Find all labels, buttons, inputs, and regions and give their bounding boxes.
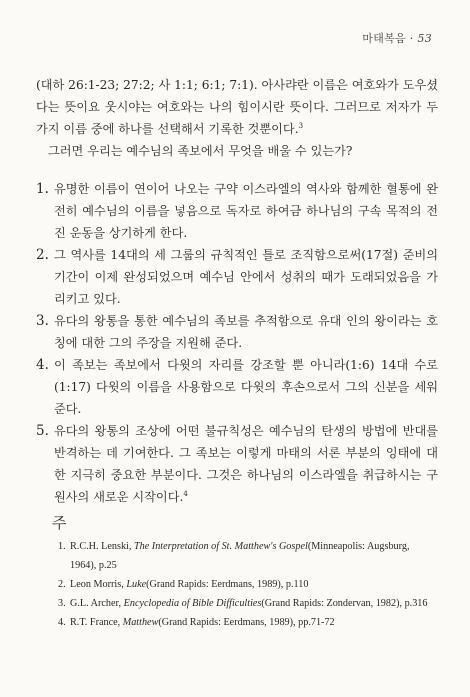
list-item: 5. 유다의 왕통의 조상에 어떤 불규칙성은 예수님의 탄생의 방법에 반대를 반격하는 데 기여한다. 그 족보는 이렇게 마태의 서론 부분의 잉태에 대한 지극히 중요한 부분이다. 그것은 하나님의 이스라엘을 취급하시는 구원사의 새로운 시작이다.$^4$ <box>36 423 438 504</box>
header-title: 마태복음 <box>362 32 406 45</box>
footnote-item: 1. R.C.H. Lenski, The Interpretation of St. Matthew's Gospel(Minneapolis: Augsburg, 1964), p.25 <box>58 541 410 571</box>
list-item: 4. 이 족보는 족보에서 다윗의 자리를 강조할 뿐 아니라(1:6) 14대 수로(1:17) 다윗의 이름을 사용함으로 다윗의 후손으로서 그의 신분을 세워준다. <box>36 357 438 416</box>
footnote-item: 3. G.L. Archer, Encyclopedia of Bible Difficulties(Grand Rapids: Zondervan, 1982), p.316 <box>58 598 428 609</box>
body-text <box>36 74 438 508</box>
footnotes-list <box>58 537 438 632</box>
footnote-ref[interactable]: 4 <box>183 489 188 498</box>
question-paragraph: 그러면 우리는 예수님의 족보에서 무엇을 배울 수 있는가? <box>48 144 353 158</box>
list-item: 1. 유명한 이름이 연이어 나오는 구약 이스라엘의 역사와 함께한 혈통에 완전히 예수님의 이름을 넣음으로 독자로 하여금 하나님의 구속 목적의 전진 운동을 상기하게 한다. <box>36 181 438 240</box>
footnote-item: 2. Leon Morris, Luke(Grand Rapids: Eerdmans, 1989), p.110 <box>58 579 309 590</box>
points-list <box>36 178 438 508</box>
footnotes-title: 주 <box>52 516 67 532</box>
footnote-item: 4. R.T. France, Matthew(Grand Rapids: Eerdmans, 1989), pp.71-72 <box>58 617 335 628</box>
running-header <box>362 30 432 46</box>
list-item: 3. 유다의 왕통을 통한 예수님의 족보를 추적함으로 유대 인의 왕이라는 호칭에 대한 그의 주장을 지원해 준다. <box>36 313 438 350</box>
header-separator: · <box>409 32 414 45</box>
intro-paragraph: (대하 26:1-23; 27:2; 사 1:1; 6:1; 7:1). 아사랴란 이름은 여호와가 도우셨다는 뜻이요 웃시야는 여호와는 나의 힘이시란 뜻이다. 그러므로 저자가 두 가지 이름 중에 하나를 선택해서 기록한 것뿐이다.$^3$ <box>36 78 438 136</box>
footnote-ref[interactable]: 3 <box>298 121 304 130</box>
page-number: 53 <box>417 32 432 45</box>
footnotes-section <box>52 512 438 632</box>
list-item: 2. 그 역사를 14대의 세 그룹의 규칙적인 틀로 조직함으로써(17절) 준비의 기간이 이제 완성되었으며 예수님 안에서 성취의 때가 도래되었음을 가리키고 있다. <box>36 247 438 306</box>
